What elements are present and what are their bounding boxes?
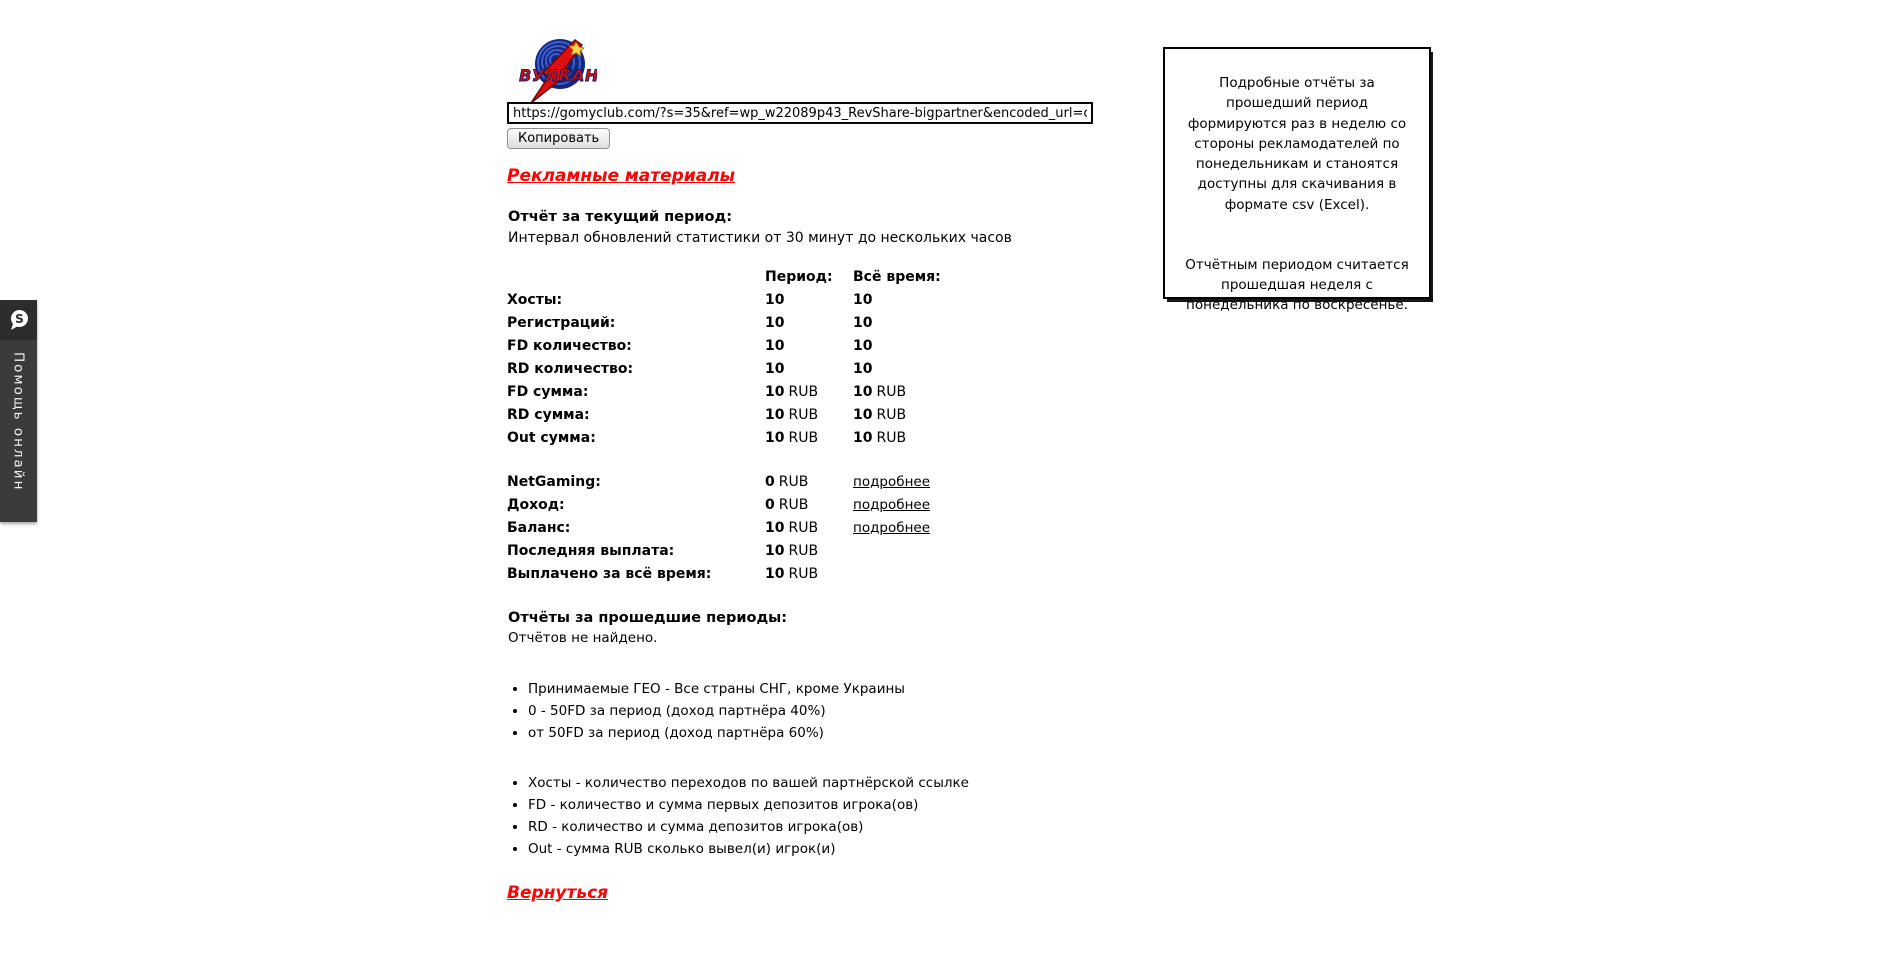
column-alltime: Всё время: bbox=[853, 269, 941, 285]
balance-label: Последняя выплата: bbox=[507, 543, 675, 559]
balance-value: 0 bbox=[765, 497, 775, 513]
stat-label: RD количество: bbox=[507, 361, 634, 377]
balance-unit: RUB bbox=[778, 497, 809, 513]
help-online-label: Помощь онлайн bbox=[10, 352, 27, 492]
list-item: • Out - сумма RUB сколько вывел(и) игрок(и) bbox=[528, 838, 969, 860]
balance-value: 10 bbox=[765, 520, 785, 536]
info-paragraph: Подробные отчёты за прошедший период формируются раз в неделю со стороны рекламодателей по понедельникам и станоятся доступны для скачивания в формате csv (Excel). bbox=[1187, 75, 1407, 213]
stats-table bbox=[507, 269, 977, 453]
balance-table bbox=[507, 474, 977, 589]
balance-unit: RUB bbox=[778, 474, 809, 490]
current-report-subtitle: Интервал обновлений статистики от 30 минут до нескольких часов bbox=[508, 230, 1012, 246]
stat-label: RD сумма: bbox=[507, 407, 590, 423]
details-link[interactable]: подробнее bbox=[853, 520, 931, 536]
stat-value: 10 bbox=[853, 384, 873, 400]
referral-url-input[interactable] bbox=[507, 102, 1093, 124]
stat-label: Out сумма: bbox=[507, 430, 596, 446]
list-item: • от 50FD за период (доход партнёра 60%) bbox=[528, 722, 905, 744]
stat-unit: RUB bbox=[876, 430, 907, 446]
stat-value: 10 bbox=[765, 338, 785, 354]
stat-value: 10 bbox=[765, 430, 785, 446]
table-row bbox=[507, 497, 977, 520]
details-link[interactable]: подробнее bbox=[853, 497, 931, 513]
geo-terms-list bbox=[509, 678, 905, 744]
glossary-list bbox=[509, 772, 969, 860]
table-row bbox=[507, 474, 977, 497]
details-link[interactable]: подробнее bbox=[853, 474, 931, 490]
balance-label: Выплачено за всё время: bbox=[507, 566, 712, 582]
table-row bbox=[507, 543, 977, 566]
stat-value: 10 bbox=[765, 292, 785, 308]
promo-materials-link[interactable]: Рекламные материалы bbox=[507, 166, 736, 186]
past-reports-empty: Отчётов не найдено. bbox=[508, 630, 658, 646]
copy-button[interactable]: Копировать bbox=[507, 128, 610, 149]
stat-value: 10 bbox=[765, 315, 785, 331]
stat-value: 10 bbox=[765, 361, 785, 377]
svg-text:S: S bbox=[14, 312, 24, 326]
back-link[interactable]: Вернуться bbox=[507, 883, 609, 903]
list-item: • RD - количество и сумма депозитов игрока(ов) bbox=[528, 816, 969, 838]
help-online-tab[interactable] bbox=[0, 300, 37, 522]
stat-value: 10 bbox=[765, 407, 785, 423]
current-report-title: Отчёт за текущий период: bbox=[508, 209, 733, 225]
stats-header-row bbox=[507, 269, 977, 292]
stat-value: 10 bbox=[853, 361, 873, 377]
balance-unit: RUB bbox=[788, 566, 819, 582]
table-row bbox=[507, 430, 977, 453]
balance-unit: RUB bbox=[788, 543, 819, 559]
stat-unit: RUB bbox=[788, 430, 819, 446]
table-row bbox=[507, 292, 977, 315]
stat-label: FD количество: bbox=[507, 338, 632, 354]
vulkan-logo-text: ВУЛКАН bbox=[519, 66, 597, 85]
table-row bbox=[507, 407, 977, 430]
stat-value: 10 bbox=[853, 407, 873, 423]
stat-label: Регистраций: bbox=[507, 315, 616, 331]
column-period: Период: bbox=[765, 269, 833, 285]
stat-unit: RUB bbox=[876, 384, 907, 400]
stat-unit: RUB bbox=[876, 407, 907, 423]
stat-value: 10 bbox=[853, 292, 873, 308]
stat-value: 10 bbox=[853, 338, 873, 354]
balance-label: Баланс: bbox=[507, 520, 571, 536]
chat-bubble-icon[interactable] bbox=[0, 300, 37, 340]
balance-value: 10 bbox=[765, 543, 785, 559]
balance-label: Доход: bbox=[507, 497, 565, 513]
balance-value: 0 bbox=[765, 474, 775, 490]
balance-value: 10 bbox=[765, 566, 785, 582]
stat-unit: RUB bbox=[788, 407, 819, 423]
stat-value: 10 bbox=[853, 315, 873, 331]
info-paragraph: Отчётным периодом считается прошедшая неделя с понедельника по воскресенье. bbox=[1185, 256, 1409, 314]
stat-value: 10 bbox=[765, 384, 785, 400]
table-row bbox=[507, 315, 977, 338]
balance-label: NetGaming: bbox=[507, 474, 601, 490]
stat-label: Хосты: bbox=[507, 292, 563, 308]
table-row bbox=[507, 520, 977, 543]
stat-value: 10 bbox=[853, 430, 873, 446]
stat-unit: RUB bbox=[788, 384, 819, 400]
list-item: • Хосты - количество переходов по вашей партнёрской ссылке bbox=[528, 772, 969, 794]
list-item: • Принимаемые ГЕО - Все страны СНГ, кроме Украины bbox=[528, 678, 905, 700]
list-item: • 0 - 50FD за период (доход партнёра 40%) bbox=[528, 700, 905, 722]
table-row bbox=[507, 566, 977, 589]
stat-label: FD сумма: bbox=[507, 384, 589, 400]
table-row bbox=[507, 338, 977, 361]
table-row bbox=[507, 361, 977, 384]
list-item: • FD - количество и сумма первых депозитов игрока(ов) bbox=[528, 794, 969, 816]
past-reports-title: Отчёты за прошедшие периоды: bbox=[508, 610, 788, 626]
table-row bbox=[507, 384, 977, 407]
vulkan-logo bbox=[519, 36, 597, 106]
report-info-box bbox=[1163, 47, 1431, 314]
balance-unit: RUB bbox=[788, 520, 819, 536]
